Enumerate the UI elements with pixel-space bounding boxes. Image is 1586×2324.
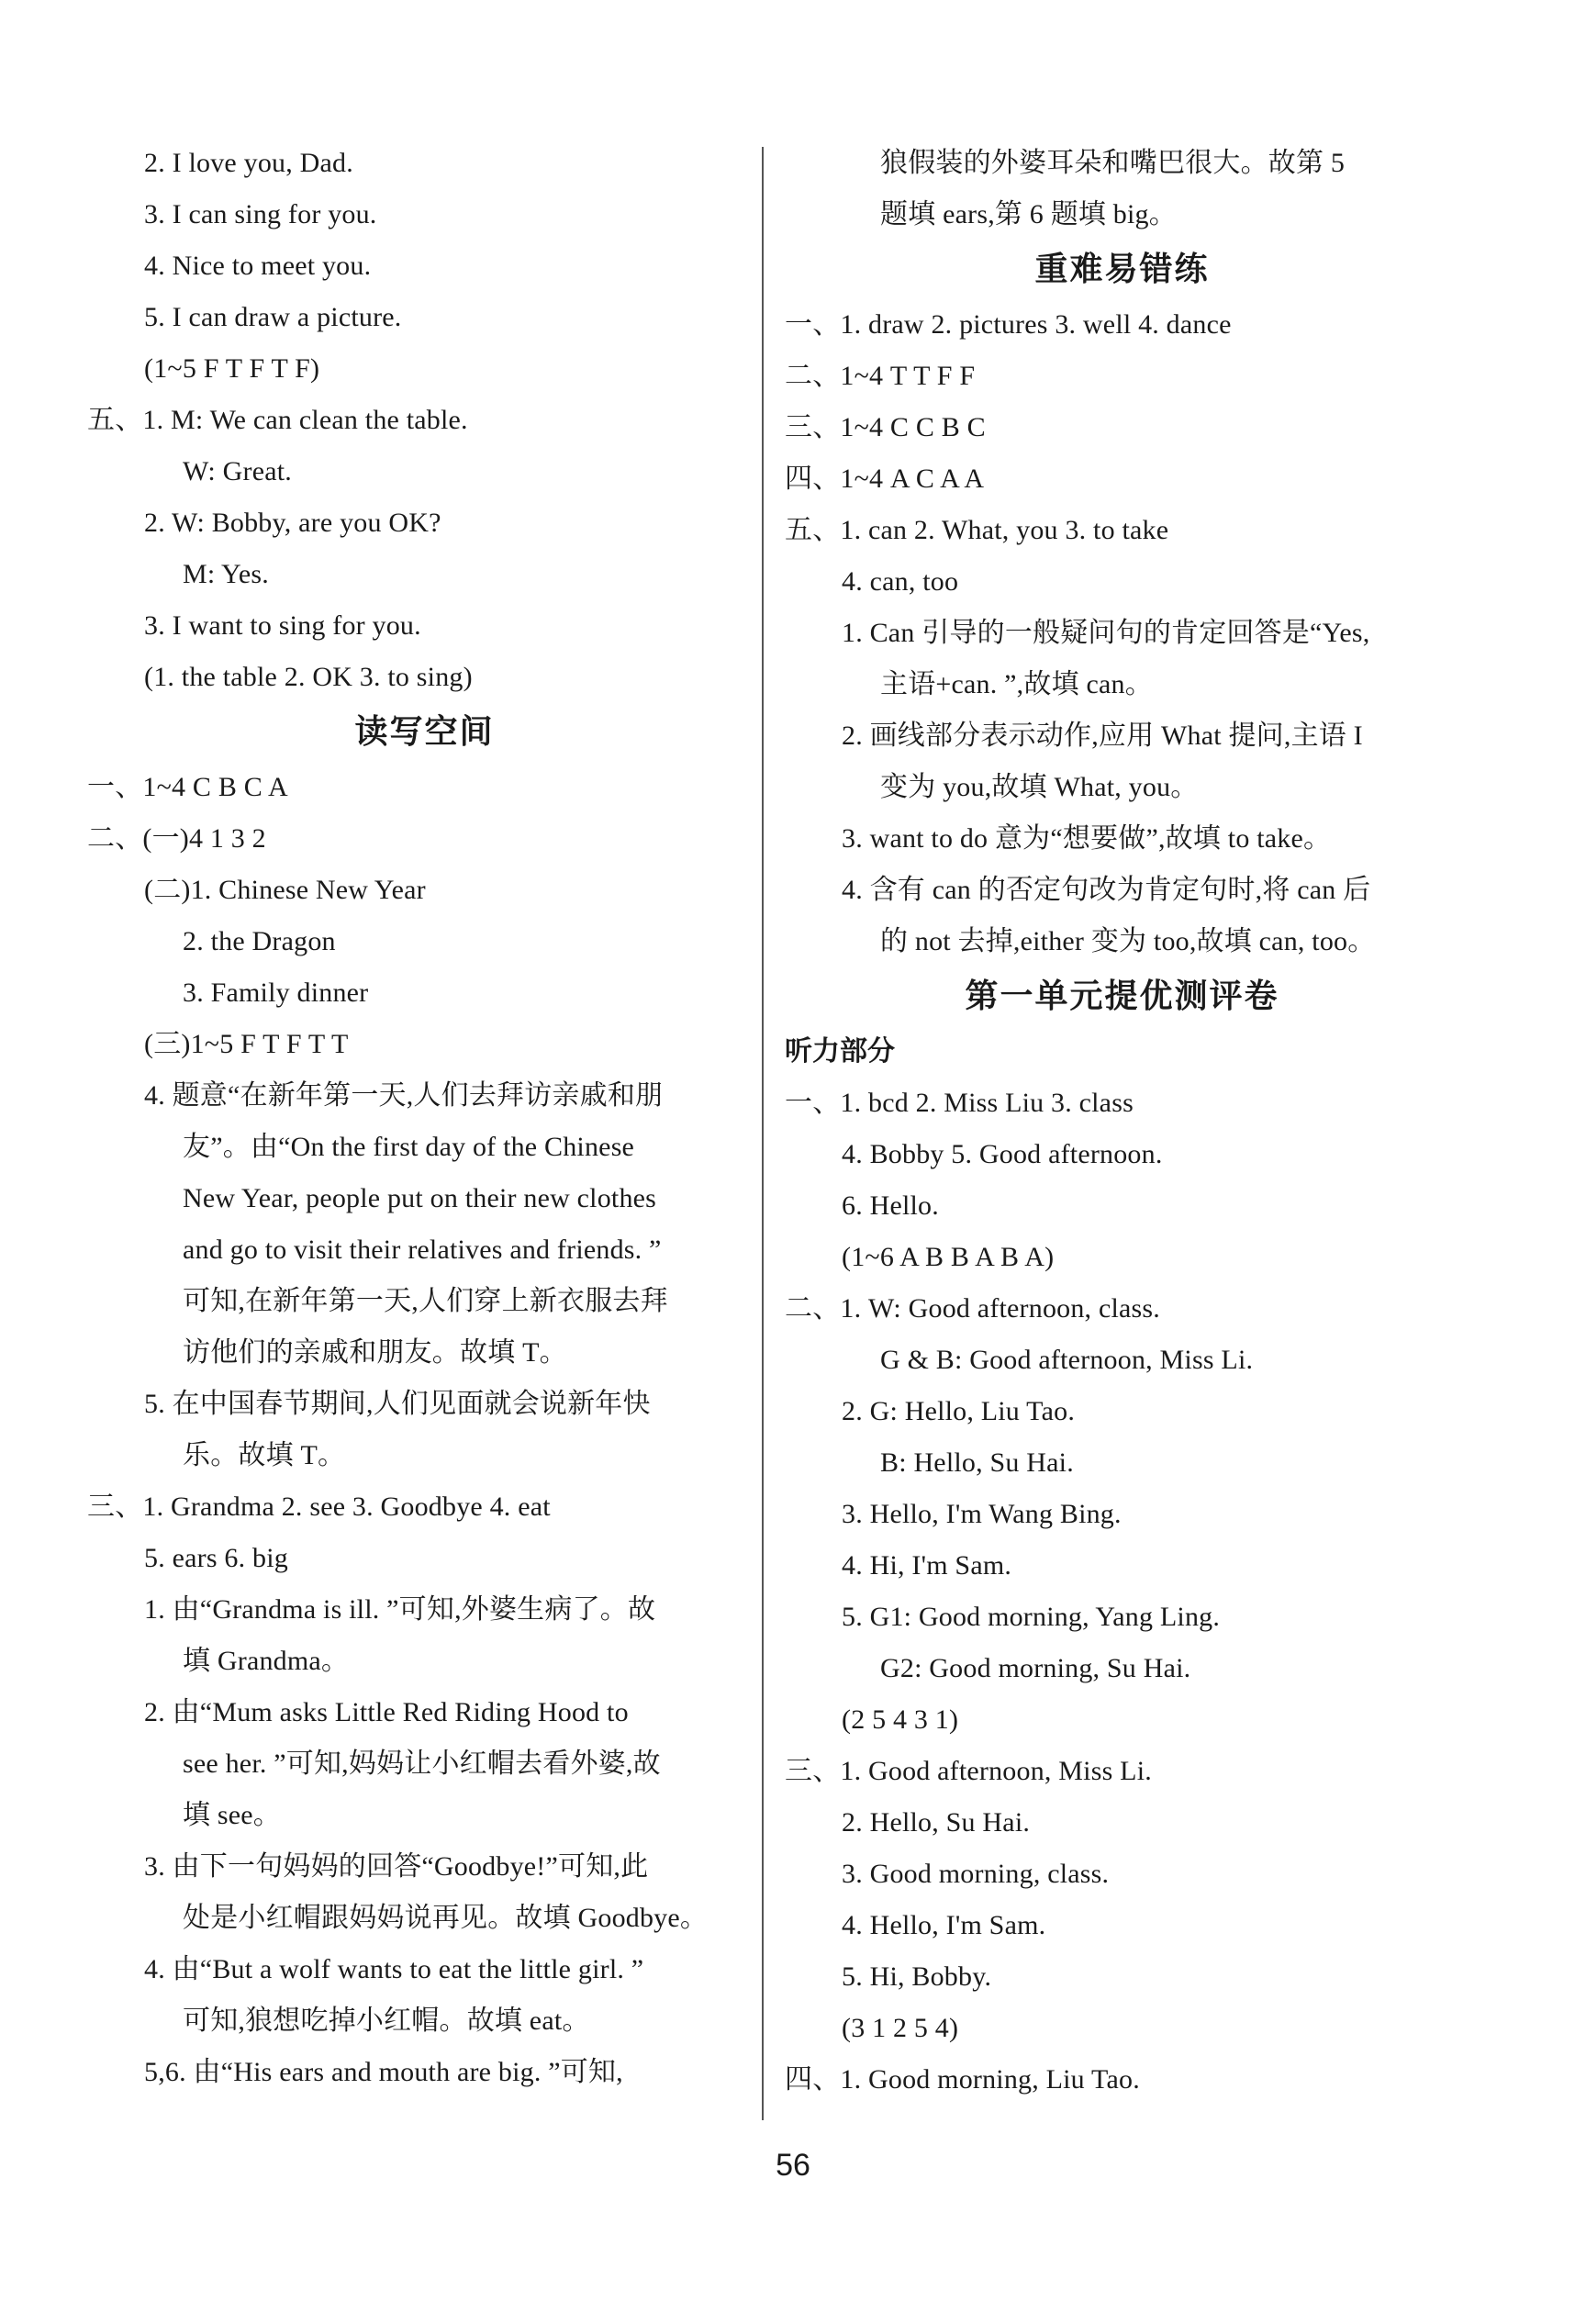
answer-line: (1~6 A B B A B A) [842,1242,1055,1272]
page-number: 56 [776,2148,810,2183]
answer-line: 友”。由“On the first day of the Chinese [183,1132,635,1162]
answer-line: 4. 题意“在新年第一天,人们去拜访亲戚和朋 [144,1080,664,1111]
answer-line: 一、1. bcd 2. Miss Liu 3. class [785,1088,1134,1118]
answer-line: (1. the table 2. OK 3. to sing) [144,662,473,692]
answer-line: 的 not 去掉,either 变为 too,故填 can, too。 [880,926,1376,956]
answer-line: G & B: Good afternoon, Miss Li. [880,1345,1254,1375]
answer-line: see her. ”可知,妈妈让小红帽去看外婆,故 [183,1749,661,1779]
answer-line: 访他们的亲戚和朋友。故填 T。 [183,1337,567,1368]
answer-line: 三、1~4 C C B C [785,412,986,442]
answer-line: 题填 ears,第 6 题填 big。 [880,199,1177,229]
answer-line: 二、(一)4 1 3 2 [87,823,266,854]
answer-line: 3. I can sing for you. [144,199,377,229]
answer-line: 二、1~4 T T F F [785,361,976,391]
answer-line: 5,6. 由“His ears and mouth are big. ”可知, [144,2057,623,2087]
answer-line: M: Yes. [183,559,269,589]
answer-line: 五、1. M: We can clean the table. [87,405,468,435]
answer-line: 变为 you,故填 What, you。 [880,772,1199,802]
answer-line: 2. I love you, Dad. [144,148,353,178]
answer-line: 一、1. draw 2. pictures 3. well 4. dance [785,309,1232,340]
answer-line: (1~5 F T F T F) [144,353,320,384]
answer-line: 2. G: Hello, Liu Tao. [842,1396,1076,1426]
answer-line: W: Great. [183,456,292,486]
column-divider [762,147,764,2120]
right-column [785,138,1459,2106]
answer-line: 3. Family dinner [183,978,369,1008]
answer-line: 四、1~4 A C A A [785,464,985,494]
answer-line: 三、1. Grandma 2. see 3. Goodbye 4. eat [87,1492,551,1522]
answer-line: 5. 在中国春节期间,人们见面就会说新年快 [144,1389,651,1419]
answer-line: 五、1. can 2. What, you 3. to take [785,515,1169,545]
answer-line: B: Hello, Su Hai. [880,1447,1074,1478]
section-heading: 重难易错练 [1034,251,1210,288]
answer-line: 1. Can 引导的一般疑问句的肯定回答是“Yes, [842,618,1370,648]
answer-line: (二)1. Chinese New Year [144,875,426,905]
answer-line: and go to visit their relatives and friends. ” [183,1235,662,1265]
section-heading: 读写空间 [354,713,495,751]
answer-line: 3. Good morning, class. [842,1859,1110,1889]
answer-line: 主语+can. ”,故填 can。 [880,669,1153,699]
answer-line: 二、1. W: Good afternoon, class. [785,1293,1160,1324]
answer-line: 6. Hello. [842,1190,939,1221]
answer-line: 乐。故填 T。 [183,1440,346,1470]
answer-line: 一、1~4 C B C A [87,772,288,802]
left-column [87,138,762,2098]
answer-line: 4. 由“But a wolf wants to eat the little girl. ” [144,1954,644,1984]
section-subheading: 听力部分 [785,1035,895,1067]
answer-line: 四、1. Good morning, Liu Tao. [785,2064,1140,2095]
answer-line: (三)1~5 F T F T T [144,1029,349,1059]
answer-line: 填 see。 [183,1800,282,1830]
answer-line: 3. 由下一句妈妈的回答“Goodbye!”可知,此 [144,1851,649,1882]
answer-line: 可知,狼想吃掉小红帽。故填 eat。 [183,2006,590,2036]
answer-line: (2 5 4 3 1) [842,1704,959,1735]
answer-line: 5. I can draw a picture. [144,302,402,332]
answer-line: 3. Hello, I'm Wang Bing. [842,1499,1122,1529]
answer-line: 2. the Dragon [183,926,336,956]
section-heading: 第一单元提优测评卷 [965,978,1279,1015]
answer-line: 4. 含有 can 的否定句改为肯定句时,将 can 后 [842,875,1371,905]
answer-line: (3 1 2 5 4) [842,2013,959,2043]
answer-line: 三、1. Good afternoon, Miss Li. [785,1756,1152,1786]
answer-line: 4. Nice to meet you. [144,251,372,281]
answer-line: 2. Hello, Su Hai. [842,1807,1031,1838]
answer-line: 3. I want to sing for you. [144,610,421,641]
answer-line: 4. Hello, I'm Sam. [842,1910,1046,1940]
answer-line: 填 Grandma。 [183,1646,350,1676]
answer-line: G2: Good morning, Su Hai. [880,1653,1191,1683]
answer-line: 处是小红帽跟妈妈说再见。故填 Goodbye。 [183,1903,709,1933]
answer-line: 3. want to do 意为“想要做”,故填 to take。 [842,823,1332,854]
answer-line: 5. Hi, Bobby. [842,1961,992,1992]
answer-line: 4. can, too [842,566,959,597]
answer-line: 2. 画线部分表示动作,应用 What 提问,主语 I [842,721,1363,751]
answer-line: 可知,在新年第一天,人们穿上新衣服去拜 [183,1286,668,1316]
answer-line: 2. 由“Mum asks Little Red Riding Hood to [144,1697,629,1727]
answer-line: 2. W: Bobby, are you OK? [144,508,441,538]
answer-line: New Year, people put on their new clothes [183,1183,657,1213]
answer-line: 狼假装的外婆耳朵和嘴巴很大。故第 5 [880,148,1346,178]
answer-line: 5. ears 6. big [144,1543,288,1573]
answer-line: 1. 由“Grandma is ill. ”可知,外婆生病了。故 [144,1594,656,1625]
answer-line: 4. Hi, I'm Sam. [842,1550,1012,1581]
answer-line: 5. G1: Good morning, Yang Ling. [842,1602,1221,1632]
answer-line: 4. Bobby 5. Good afternoon. [842,1139,1163,1169]
